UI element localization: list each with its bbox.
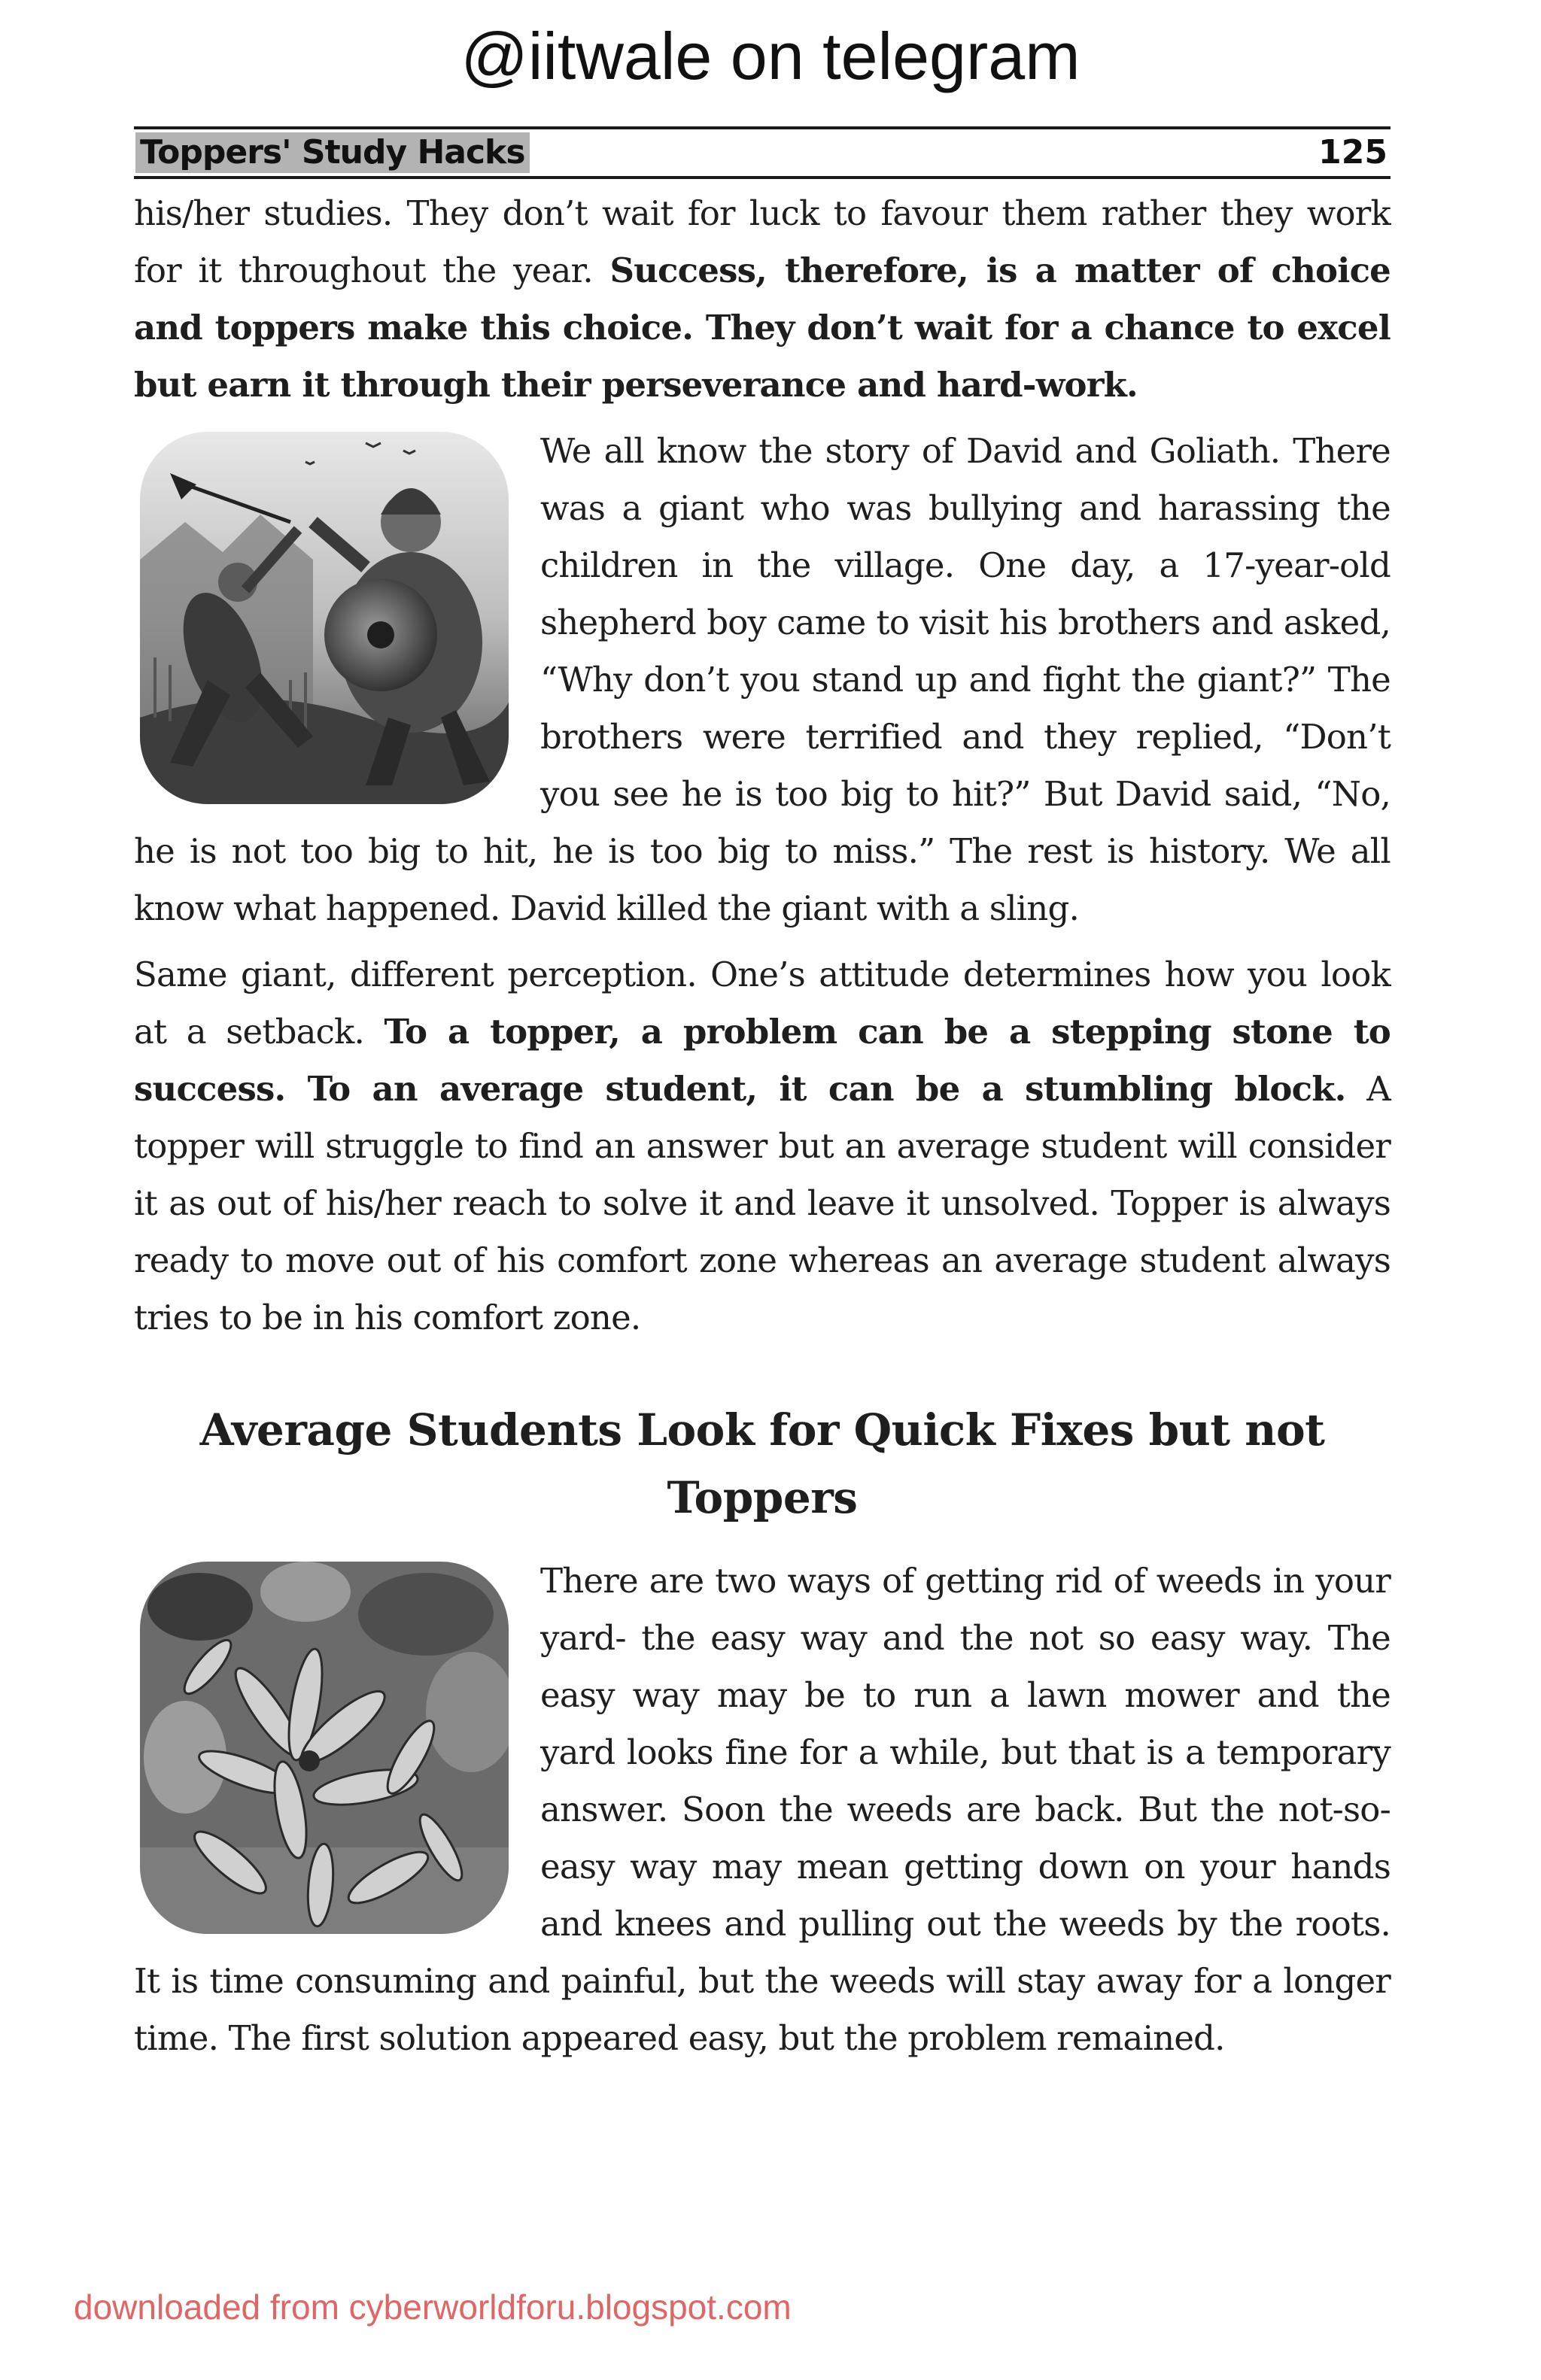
- body-text-section-2: [134, 1553, 1391, 2067]
- book-page: [134, 126, 1391, 2076]
- david-goliath-illustration: [140, 432, 509, 804]
- paragraph-2: [134, 423, 1391, 937]
- paragraph-3-bold: To a topper, a problem can be a stepping stone to success. To an average student, it can be a stumbling block.: [134, 1012, 1391, 1109]
- body-text: [134, 185, 1391, 1346]
- paragraph-2-text: We all know the story of David and Goliath. There was a giant who was bullying and harassing the children in the village. One day, a 17-year-old shepherd boy came to visit his brothers and asked, “Why don’t you stand up and fight the giant?” The brothers were terrified and they replied, “Don’t you see he is too big to hit?” But David said, “No, he is not too big to hit, he is too big to miss.” The rest is history. We all know what happened. David killed the giant with a sling.: [134, 431, 1391, 928]
- paragraph-1-text: his/her studies. They don’t wait for luck to favour them rather they work for it throughout the year.: [134, 193, 1391, 290]
- section-heading: Average Students Look for Quick Fixes but not Toppers: [199, 1404, 1325, 1523]
- running-head: [134, 126, 1391, 179]
- running-head-title: Toppers' Study Hacks: [135, 132, 530, 173]
- paragraph-4: [134, 1553, 1391, 2067]
- weeds-photo: [140, 1562, 509, 1934]
- blog-watermark: downloaded from cyberworldforu.blogspot.com: [74, 2287, 792, 2327]
- paragraph-3: [134, 946, 1391, 1346]
- page-number: 125: [1318, 133, 1388, 172]
- paragraph-1: [134, 185, 1391, 414]
- paragraph-1-bold: Success, therefore, is a matter of choice and toppers make this choice. They don’t wait for a chance to excel but earn it through their perseverance and hard-work.: [134, 250, 1391, 405]
- paragraph-4-text: There are two ways of getting rid of weeds in your yard- the easy way and the not so easy way. The easy way may be to run a lawn mower and the yard looks fine for a while, but that is a temporary answer. Soon the weeds are back. But the not-so-easy way may mean getting down on your hands and knees and pulling out the weeds by the roots. It is time consuming and painful, but the weeds will stay away for a longer time. The first solution appeared easy, but the problem remained.: [134, 1561, 1391, 2058]
- paragraph-3-text-start: Same giant, different perception. One’s attitude determines how you look at a setback.: [134, 955, 1391, 1052]
- paragraph-3-text-end: A topper will struggle to find an answer but an average student will consider it as out of his/her reach to solve it and leave it unsolved. Topper is always ready to move out of his comfort zone whereas an average student always tries to be in his comfort zone.: [134, 1069, 1391, 1337]
- telegram-watermark: @iitwale on telegram: [460, 19, 1081, 93]
